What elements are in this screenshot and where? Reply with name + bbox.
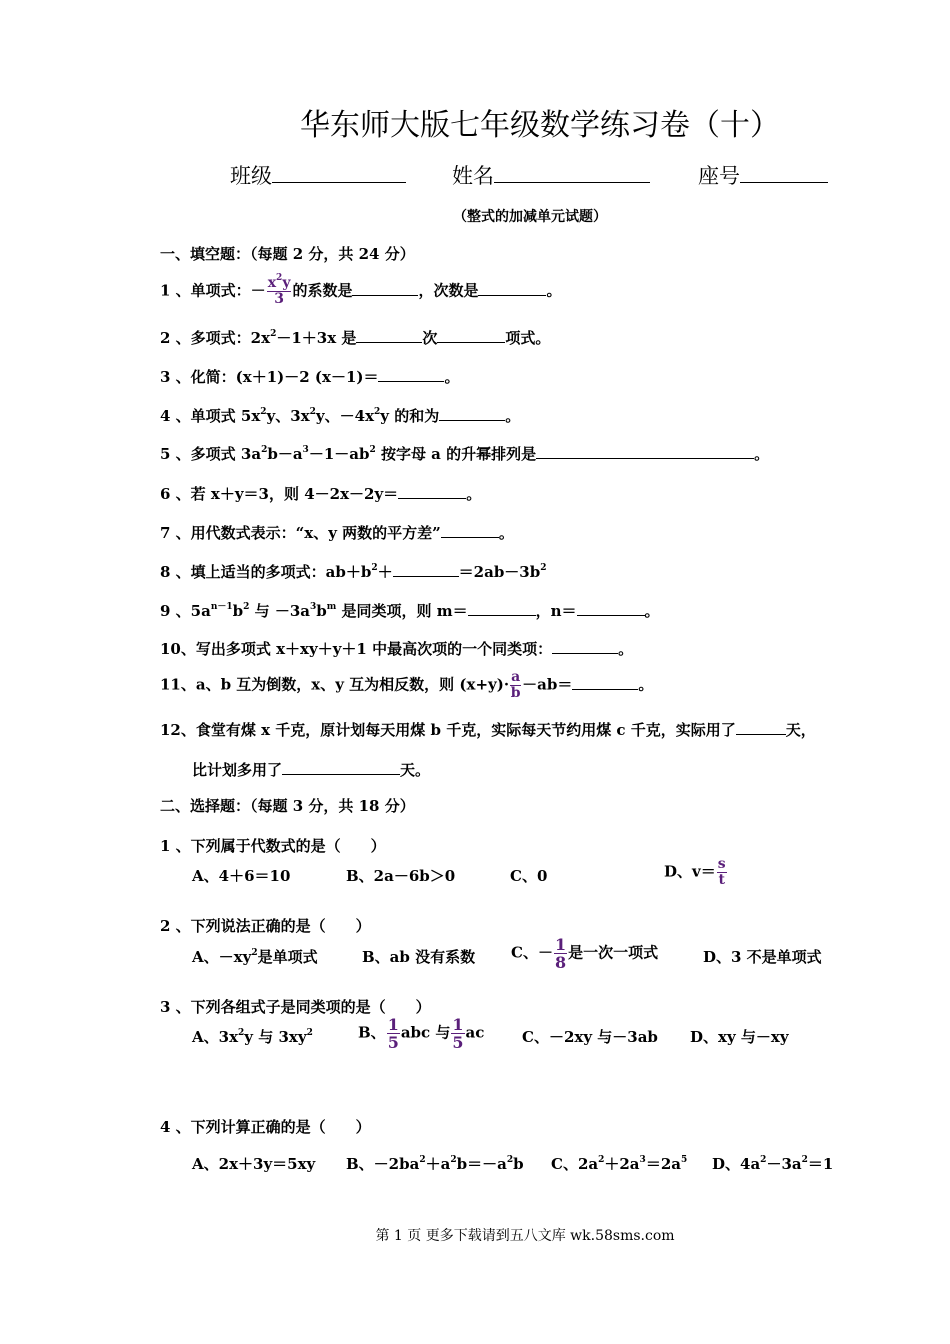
mc4-option-b[interactable]	[346, 1154, 524, 1174]
q6-text-b: 。	[466, 485, 482, 503]
q1-frac-sup: 2	[276, 273, 283, 283]
q5-text-b: b－a	[267, 445, 303, 463]
class-field	[230, 160, 406, 191]
mc3-option-b[interactable]	[358, 1016, 484, 1051]
q4-text-e: 。	[505, 407, 521, 425]
mc3-option-d[interactable]: D、xy 与－xy	[690, 1028, 789, 1046]
mc4-b-text-2: ＋a	[425, 1155, 451, 1173]
mc4-c-sup-3: 5	[680, 1155, 688, 1165]
mc2-c-fraction	[554, 936, 567, 971]
mc1-option-b[interactable]: B、2a－6b＞0	[346, 867, 456, 885]
q10-text-b: 。	[618, 640, 634, 658]
mc3-b-text-2: abc 与	[400, 1023, 451, 1042]
mc3-option-a[interactable]	[192, 1027, 313, 1047]
q5-text-e: 。	[754, 445, 770, 463]
mc4-option-a[interactable]: A、2x＋3y＝5xy	[192, 1155, 316, 1173]
q12-number: 12、	[160, 721, 196, 739]
q4-sup-1: 2	[260, 407, 267, 417]
q12-text-b: 天，	[785, 721, 816, 739]
q4-text-a: 单项式 5x	[190, 407, 261, 425]
mc1-option-d[interactable]	[664, 857, 728, 888]
q8-blank[interactable]	[393, 561, 459, 577]
q7-text-a: 用代数式表示：“x、y 两数的平方差”	[190, 524, 441, 542]
mc1-option-d-fraction	[717, 857, 727, 888]
q5-sup-2: 3	[302, 445, 309, 455]
mc4-option-c[interactable]	[551, 1154, 687, 1174]
q1-number: 1 、	[160, 281, 191, 300]
class-blank[interactable]	[272, 160, 406, 183]
question-10	[160, 638, 633, 659]
q2-blank-2[interactable]	[437, 327, 505, 343]
mc4-b-text-4: b	[513, 1155, 524, 1173]
q9-text-b: b	[232, 602, 244, 620]
q4-sup-3: 2	[374, 407, 381, 417]
mc4-c-text-2: ＋2a	[604, 1155, 640, 1173]
q1-text-d: 。	[546, 281, 562, 300]
q12-text-d: 天。	[400, 761, 431, 779]
q5-text-a: 多项式 3a	[190, 445, 262, 463]
q3-text-b: 。	[444, 368, 460, 386]
question-5	[160, 443, 769, 464]
q1-text-b: 的系数是	[292, 281, 353, 300]
q8-text-c: ＝2ab－3b	[458, 563, 541, 581]
q12-text-c: 比计划多用了	[192, 761, 283, 779]
q9-sup-2: 2	[243, 602, 250, 612]
q11-text-b: －ab＝	[522, 675, 573, 694]
mc2-a-sup: 2	[251, 948, 258, 958]
q9-sup-3: 3	[310, 602, 317, 612]
q11-number: 11、	[160, 675, 196, 694]
mc4-d-sup-1: 2	[760, 1155, 767, 1165]
q11-frac-den: b	[510, 685, 521, 701]
mc3-b-text-1: B、	[358, 1023, 386, 1042]
q4-text-b: y、3x	[266, 407, 310, 425]
mc3-b-fraction-1	[387, 1016, 400, 1051]
mc1-stem: 1 、下列属于代数式的是（ ）	[160, 837, 386, 855]
mc3-option-c[interactable]: C、－2xy 与－3ab	[522, 1028, 658, 1046]
mc2-a-text-1: A、－xy	[192, 948, 252, 966]
page-title: 华东师大版七年级数学练习卷（十）	[300, 108, 780, 143]
mc2-c-den: 8	[554, 953, 567, 972]
q1-frac-num2: y	[282, 275, 291, 291]
q10-blank[interactable]	[552, 638, 618, 654]
page-footer: 第 1 页 更多下载请到五八文库 wk.58sms.com	[375, 1228, 675, 1244]
question-7	[160, 522, 514, 543]
q8-number: 8 、	[160, 563, 191, 581]
q3-number: 3 、	[160, 368, 191, 386]
section2-heading: 二、选择题：（每题 3 分，共 18 分）	[160, 797, 415, 815]
q7-text-b: 。	[498, 524, 514, 542]
mc3-b-den-2: 5	[452, 1033, 464, 1052]
mc2-c-text-1: C、－	[511, 943, 553, 962]
mc1-option-c[interactable]: C、0	[510, 867, 548, 885]
q9-text-c: 与 －3a	[249, 602, 311, 620]
q5-text-d: 按字母 a 的升幂排列是	[375, 445, 537, 463]
q8-text-b: ＋	[377, 563, 393, 581]
seat-label: 座号	[698, 164, 740, 188]
q2-text-c: 次	[422, 329, 438, 347]
mc3-a-sup-2: 2	[306, 1028, 313, 1038]
mc4-b-text-3: b＝－a	[456, 1155, 507, 1173]
mc4-option-d[interactable]	[712, 1154, 833, 1174]
question-2	[160, 327, 550, 348]
q2-blank-1[interactable]	[356, 327, 422, 343]
mc4-b-sup-2: 2	[450, 1155, 457, 1165]
question-11	[160, 670, 653, 701]
question-4	[160, 405, 520, 426]
mc1-option-a[interactable]: A、4＋6＝10	[192, 867, 291, 885]
mc2-option-c[interactable]	[511, 936, 658, 971]
q5-text-c: －1－ab	[308, 445, 370, 463]
q9-text-a: 5a	[190, 602, 211, 620]
q12-blank-1[interactable]	[736, 719, 786, 735]
question-3	[160, 366, 460, 387]
q11-fraction	[510, 670, 521, 701]
mc3-a-text-2: y 与 3xy	[244, 1028, 307, 1046]
mc2-option-d[interactable]: D、3 不是单项式	[703, 948, 822, 966]
mc4-c-text-3: ＝2a	[645, 1155, 681, 1173]
q5-sup-1: 2	[261, 445, 268, 455]
q5-sup-3: 2	[369, 445, 376, 455]
name-blank[interactable]	[494, 160, 650, 183]
mc2-stem: 2 、下列说法正确的是（ ）	[160, 917, 371, 935]
q4-blank[interactable]	[439, 405, 505, 421]
q9-sup-1: n－1	[210, 602, 233, 612]
q1-frac-den: 3	[274, 291, 284, 307]
question-9	[160, 600, 660, 621]
q1-text-a: 单项式：－	[190, 281, 266, 300]
mc1-d-num: s	[717, 856, 726, 872]
mc4-c-sup-2: 3	[639, 1155, 646, 1165]
mc4-b-text-1: B、－2ba	[346, 1155, 420, 1173]
q10-number: 10、	[160, 640, 196, 658]
q1-text-c: ，次数是	[418, 281, 479, 300]
q2-text-a: 多项式：2x	[190, 329, 271, 347]
q2-sup: 2	[270, 329, 277, 339]
q2-number: 2 、	[160, 329, 191, 347]
mc2-a-text-2: 是单项式	[257, 948, 318, 966]
seat-blank[interactable]	[740, 160, 828, 183]
q3-blank[interactable]	[378, 366, 444, 382]
q9-text-d: b	[316, 602, 327, 620]
q8-text-a: 填上适当的多项式：ab＋b	[190, 563, 372, 581]
q1-blank-2[interactable]	[478, 280, 546, 296]
mc2-option-a[interactable]	[192, 947, 318, 967]
mc2-option-b[interactable]: B、ab 没有系数	[362, 948, 476, 966]
q1-fraction	[267, 273, 292, 307]
mc3-b-fraction-2	[451, 1016, 464, 1051]
q12-blank-2[interactable]	[282, 759, 400, 775]
question-8	[160, 561, 547, 582]
q11-text-a: a、b 互为倒数，x、y 互为相反数，则 (x+y)·	[195, 675, 510, 694]
q6-text-a: 若 x＋y＝3，则 4－2x－2y＝	[190, 485, 399, 503]
name-label: 姓名	[452, 164, 494, 188]
mc3-a-sup-1: 2	[238, 1028, 245, 1038]
mc3-a-text-1: A、3x	[192, 1028, 239, 1046]
mc3-b-text-3: ac	[465, 1023, 485, 1042]
q9-number: 9 、	[160, 602, 191, 620]
q3-text-a: 化简：(x＋1)－2 (x－1)＝	[190, 368, 379, 386]
q9-text-f: ，n＝	[535, 602, 577, 620]
q9-blank-1[interactable]	[468, 600, 536, 616]
q4-text-c: y、－4x	[315, 407, 375, 425]
mc2-c-text-2: 是一次一项式	[568, 943, 659, 962]
mc1-d-den: t	[718, 872, 725, 888]
mc4-b-sup-1: 2	[419, 1155, 426, 1165]
mc4-c-sup-1: 2	[598, 1155, 605, 1165]
q5-blank[interactable]	[536, 443, 754, 459]
q2-text-d: 项式。	[505, 329, 551, 347]
mc3-b-den-1: 5	[387, 1033, 399, 1052]
q1-frac-num: x	[267, 275, 277, 291]
q7-number: 7 、	[160, 524, 191, 542]
q4-sup-2: 2	[309, 407, 316, 417]
class-label: 班级	[230, 164, 272, 188]
q9-text-e: 是同类项，则 m＝	[336, 602, 468, 620]
q7-blank[interactable]	[441, 522, 499, 538]
q6-blank[interactable]	[398, 483, 466, 499]
q9-sup-4: m	[326, 602, 337, 612]
mc3-b-num-1: 1	[387, 1015, 399, 1034]
q5-number: 5 、	[160, 445, 191, 463]
q2-text-b: －1＋3x 是	[276, 329, 357, 347]
q10-text-a: 写出多项式 x＋xy＋y＋1 中最高次项的一个同类项：	[195, 640, 553, 658]
mc3-stem: 3 、下列各组式子是同类项的是（ ）	[160, 998, 431, 1016]
mc4-d-text-3: ＝1	[807, 1155, 834, 1173]
q11-frac-num: a	[511, 669, 521, 685]
question-12-line-2	[192, 759, 430, 780]
mc4-d-sup-2: 2	[801, 1155, 808, 1165]
mc1-option-d-text: D、v＝	[664, 862, 716, 881]
subtitle: （整式的加减单元试题）	[453, 209, 607, 225]
mc4-d-text-2: －3a	[766, 1155, 802, 1173]
q4-text-d: y 的和为	[380, 407, 440, 425]
question-1	[160, 273, 562, 307]
section1-heading: 一、填空题：（每题 2 分，共 24 分）	[160, 245, 415, 263]
seat-field	[698, 160, 828, 191]
q6-number: 6 、	[160, 485, 191, 503]
mc4-b-sup-3: 2	[506, 1155, 514, 1165]
q11-blank[interactable]	[572, 674, 638, 690]
q8-sup-2: 2	[540, 563, 547, 573]
name-field	[452, 160, 650, 191]
mc4-c-text-1: C、2a	[551, 1155, 599, 1173]
mc4-d-text-1: D、4a	[712, 1155, 761, 1173]
q9-text-g: 。	[644, 602, 660, 620]
question-12-line-1	[160, 719, 816, 740]
mc2-c-num: 1	[554, 935, 567, 954]
q12-text-a: 食堂有煤 x 千克，原计划每天用煤 b 千克，实际每天节约用煤 c 千克，实际用了	[195, 721, 736, 739]
mc4-stem: 4 、下列计算正确的是（ ）	[160, 1118, 371, 1136]
q9-blank-2[interactable]	[577, 600, 645, 616]
mc3-b-num-2: 1	[452, 1015, 464, 1034]
q11-text-c: 。	[638, 675, 654, 694]
q1-blank-1[interactable]	[352, 280, 418, 296]
q4-number: 4 、	[160, 407, 191, 425]
question-6	[160, 483, 481, 504]
q8-sup-1: 2	[371, 563, 378, 573]
